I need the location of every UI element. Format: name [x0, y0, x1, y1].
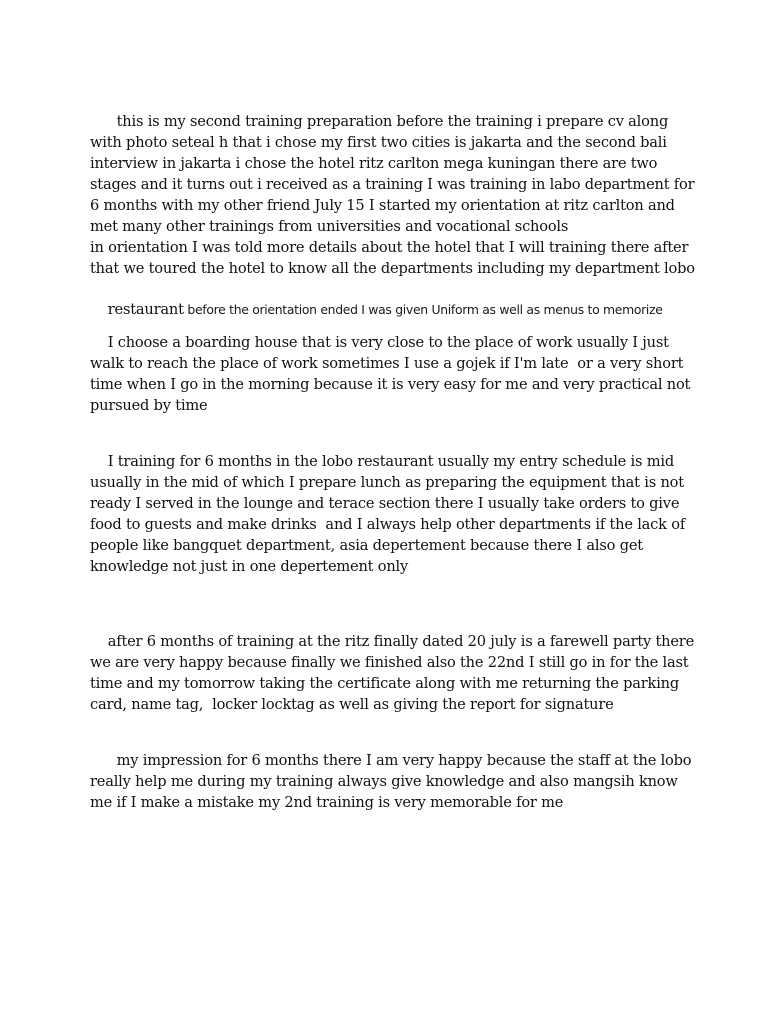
paragraph-4-line-3: time and my tomorrow taking the certificate along with me returning the parking: [90, 675, 680, 692]
paragraph-1-line-7: in orientation I was told more details about the hotel that I will training there after: [90, 239, 689, 256]
paragraph-3-line-5: people like bangquet department, asia depertement because there I also get: [90, 537, 643, 554]
paragraph-5-line-3: me if I make a mistake my 2nd training is very memorable for me: [90, 794, 564, 811]
paragraph-3-line-3: ready I served in the lounge and terace section there I usually take orders to give: [90, 495, 680, 512]
paragraph-5-line-1: my impression for 6 months there I am very happy because the staff at the lobo: [90, 752, 692, 769]
paragraph-4-line-2: we are very happy because finally we finished also the 22nd I still go in for the last: [90, 654, 689, 671]
paragraph-2-line-1: I choose a boarding house that is very close to the place of work usually I just: [90, 334, 669, 351]
orientation-note: before the orientation ended I was given Uniform as well as menus to memorize: [183, 302, 663, 317]
paragraph-3-line-2: usually in the mid of which I prepare lunch as preparing the equipment that is not: [90, 474, 684, 491]
paragraph-1-line-8: that we toured the hotel to know all the departments including my department lobo: [90, 260, 695, 277]
paragraph-4-line-4: card, name tag, locker locktag as well as giving the report for signature: [90, 696, 614, 713]
paragraph-2-line-3: time when I go in the morning because it is very easy for me and very practical not: [90, 376, 691, 393]
paragraph-1-line-5: 6 months with my other friend July 15 I started my orientation at ritz carlton and: [90, 197, 675, 214]
paragraph-1-line-6: met many other trainings from universities and vocational schools: [90, 218, 569, 235]
paragraph-3-line-6: knowledge not just in one depertement only: [90, 558, 409, 575]
paragraph-5-line-2: really help me during my training always give knowledge and also mangsih know: [90, 773, 678, 790]
paragraph-1-line-2: with photo seteal h that i chose my first two cities is jakarta and the second bali: [90, 134, 667, 151]
paragraph-4-line-1: after 6 months of training at the ritz finally dated 20 july is a farewell party there: [90, 633, 695, 650]
paragraph-1-line-9: [90, 280, 663, 340]
restaurant-word: restaurant: [107, 301, 184, 318]
paragraph-3-line-4: food to guests and make drinks and I always help other departments if the lack of: [90, 516, 686, 533]
paragraph-1-line-4: stages and it turns out i received as a training I was training in labo department for: [90, 176, 695, 193]
paragraph-1-line-1: this is my second training preparation before the training i prepare cv along: [90, 113, 669, 130]
paragraph-3-line-1: I training for 6 months in the lobo restaurant usually my entry schedule is mid: [90, 453, 674, 470]
paragraph-2-line-4: pursued by time: [90, 397, 208, 414]
paragraph-2-line-2: walk to reach the place of work sometimes I use a gojek if I'm late or a very short: [90, 355, 684, 372]
paragraph-1-line-3: interview in jakarta i chose the hotel ritz carlton mega kuningan there are two: [90, 155, 658, 172]
